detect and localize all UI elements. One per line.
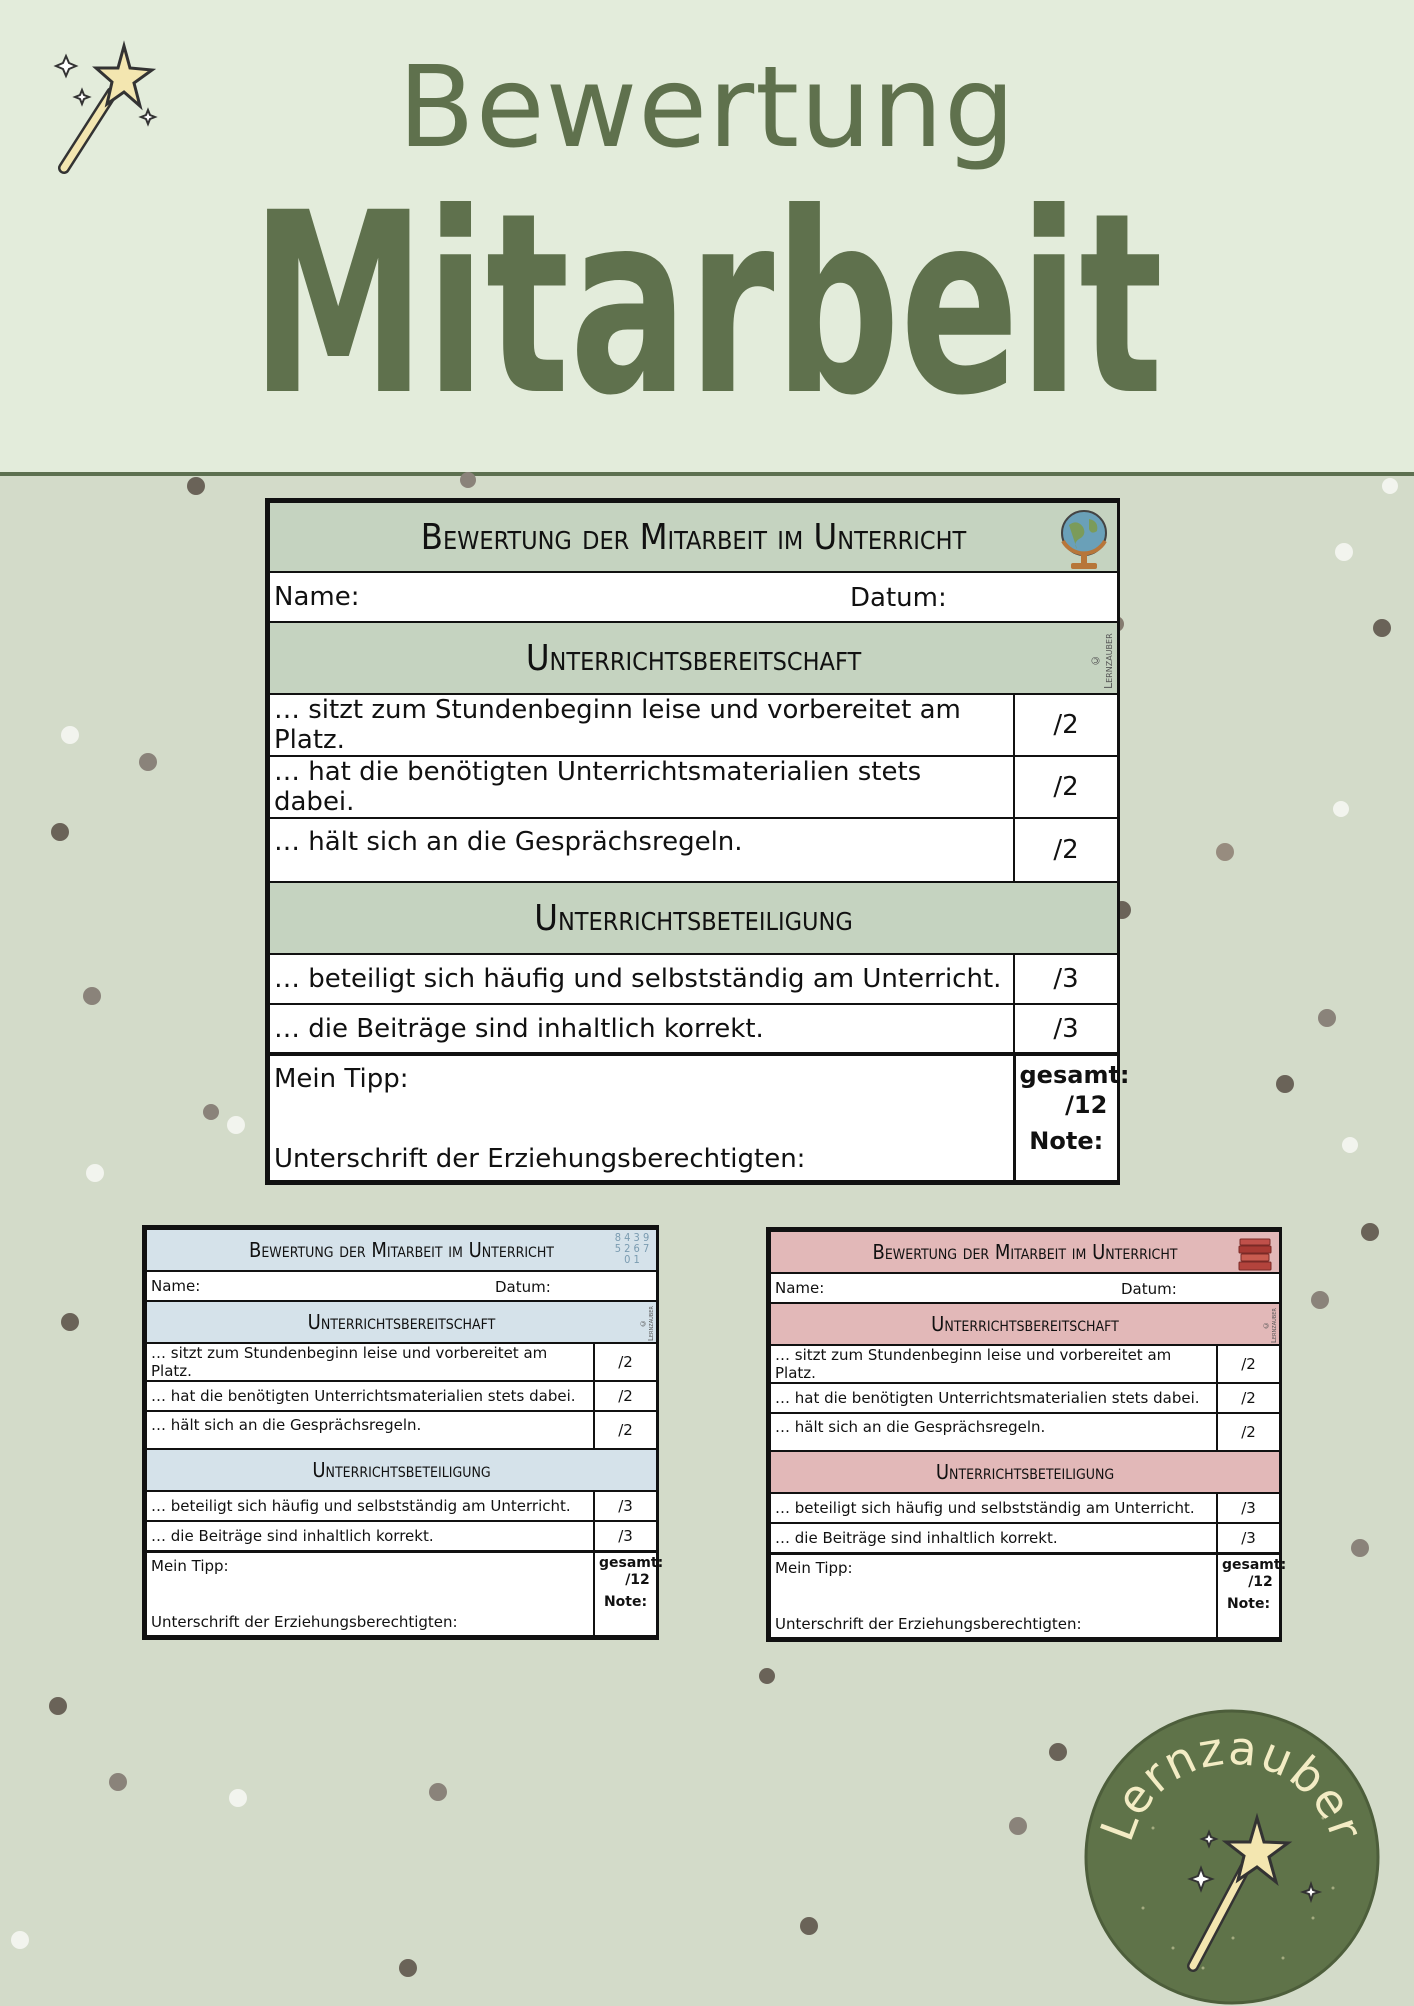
- page-header: [0, 0, 1414, 476]
- criterion-text: … hält sich an die Gesprächsregeln.: [146, 1411, 594, 1449]
- criterion-text: … beteiligt sich häufig und selbstständig am Unterricht.: [269, 954, 1014, 1004]
- criterion-points: /2: [594, 1343, 657, 1381]
- criterion-points: /2: [1014, 818, 1118, 882]
- section-header-bereitschaft: [146, 1301, 657, 1343]
- numbers-icon: 8 4 3 9 5 2 6 7 0 1: [614, 1231, 650, 1266]
- name-label: Name:: [274, 582, 360, 612]
- criterion-points: /3: [594, 1491, 657, 1521]
- criterion-points: /2: [594, 1381, 657, 1411]
- section-header-beteiligung: [146, 1449, 657, 1491]
- date-label: Datum:: [1121, 1280, 1177, 1298]
- card-title-row: [269, 502, 1118, 572]
- books-icon: [1237, 1235, 1273, 1273]
- name-date-row: [146, 1271, 657, 1301]
- criterion-text: … sitzt zum Stundenbeginn leise und vorbereitet am Platz.: [146, 1343, 594, 1381]
- criterion-text: … sitzt zum Stundenbeginn leise und vorbereitet am Platz.: [269, 694, 1014, 756]
- section-title: Unterrichtsbeteiligung: [312, 1458, 491, 1482]
- page-title-line1: Bewertung: [397, 43, 1017, 173]
- criterion-points: /3: [1014, 1004, 1118, 1054]
- signature-label: Unterschrift der Erziehungsberechtigten:: [775, 1615, 1082, 1633]
- total-points: /12: [625, 1572, 650, 1588]
- criterion-points: /3: [1217, 1523, 1280, 1553]
- date-label: Datum:: [495, 1278, 551, 1296]
- watermark: © Lernzauber: [1262, 1308, 1278, 1343]
- grade-label: Note:: [1029, 1127, 1104, 1155]
- tip-signature-cell: [770, 1553, 1217, 1638]
- card-title: Bewertung der Mitarbeit im Unterricht: [872, 1240, 1178, 1264]
- tip-signature-cell: [269, 1054, 1014, 1181]
- name-date-row: [770, 1273, 1280, 1303]
- magic-wand-icon: [52, 38, 164, 178]
- card-title: Bewertung der Mitarbeit im Unterricht: [249, 1238, 554, 1262]
- name-label: Name:: [151, 1277, 201, 1295]
- total-points: /12: [1248, 1574, 1273, 1590]
- evaluation-card-main: [265, 498, 1130, 1185]
- criterion-text: … die Beiträge sind inhaltlich korrekt.: [146, 1521, 594, 1551]
- section-header-beteiligung: [269, 882, 1118, 954]
- criterion-points: /2: [1014, 694, 1118, 756]
- signature-label: Unterschrift der Erziehungsberechtigten:: [274, 1144, 806, 1174]
- section-header-beteiligung: [770, 1451, 1280, 1493]
- section-header-bereitschaft: [770, 1303, 1280, 1345]
- name-date-row: [269, 572, 1118, 622]
- logo-text: Lernzauber: [1089, 1720, 1375, 1848]
- grade-label: Note:: [1226, 1595, 1271, 1612]
- criterion-points: /2: [1217, 1413, 1280, 1451]
- tip-label: Mein Tipp:: [274, 1064, 409, 1094]
- criterion-points: /2: [1217, 1345, 1280, 1383]
- criterion-points: /2: [1014, 756, 1118, 818]
- criterion-text: … hat die benötigten Unterrichtsmaterialien stets dabei.: [146, 1381, 594, 1411]
- criterion-text: … hält sich an die Gesprächsregeln.: [770, 1413, 1217, 1451]
- date-label: Datum:: [850, 583, 947, 613]
- total-label: gesamt:: [1019, 1061, 1130, 1089]
- evaluation-card-blue: [142, 1225, 664, 1640]
- total-cell: [1014, 1054, 1130, 1181]
- criterion-points: /3: [1014, 954, 1118, 1004]
- tip-label: Mein Tipp:: [775, 1558, 853, 1577]
- total-points: /12: [1065, 1091, 1108, 1119]
- watermark: © Lernzauber: [639, 1306, 655, 1341]
- signature-label: Unterschrift der Erziehungsberechtigten:: [151, 1613, 458, 1631]
- tip-label: Mein Tipp:: [151, 1556, 229, 1575]
- criterion-text: … sitzt zum Stundenbeginn leise und vorbereitet am Platz.: [770, 1345, 1217, 1383]
- criterion-points: /3: [594, 1521, 657, 1551]
- lernzauber-logo: [1083, 1708, 1381, 2006]
- section-title: Unterrichtsbereitschaft: [307, 1310, 496, 1334]
- criterion-points: /2: [1217, 1383, 1280, 1413]
- card-title: Bewertung der Mitarbeit im Unterricht: [420, 516, 967, 558]
- criterion-text: … die Beiträge sind inhaltlich korrekt.: [269, 1004, 1014, 1054]
- total-label: gesamt:: [599, 1554, 664, 1571]
- criterion-text: … hält sich an die Gesprächsregeln.: [269, 818, 1014, 882]
- section-title: Unterrichtsbeteiligung: [534, 897, 853, 939]
- criterion-points: /2: [594, 1411, 657, 1449]
- section-title: Unterrichtsbeteiligung: [935, 1460, 1115, 1484]
- section-title: Unterrichtsbereitschaft: [525, 637, 862, 679]
- card-title-row: [770, 1231, 1280, 1273]
- criterion-text: … die Beiträge sind inhaltlich korrekt.: [770, 1523, 1217, 1553]
- section-title: Unterrichtsbereitschaft: [931, 1312, 1119, 1336]
- criterion-points: /3: [1217, 1493, 1280, 1523]
- card-title-row: [146, 1229, 657, 1271]
- evaluation-card-red: [766, 1227, 1287, 1642]
- total-label: gesamt:: [1222, 1556, 1287, 1573]
- criterion-text: … hat die benötigten Unterrichtsmaterialien stets dabei.: [770, 1383, 1217, 1413]
- grade-label: Note:: [603, 1593, 648, 1610]
- criterion-text: … hat die benötigten Unterrichtsmaterialien stets dabei.: [269, 756, 1014, 818]
- name-label: Name:: [775, 1279, 825, 1297]
- page-title-line2: Mitarbeit: [250, 159, 1164, 450]
- criterion-text: … beteiligt sich häufig und selbstständig am Unterricht.: [770, 1493, 1217, 1523]
- tip-signature-cell: [146, 1551, 594, 1636]
- section-header-bereitschaft: [269, 622, 1118, 694]
- watermark: © Lernzauber: [1089, 633, 1115, 689]
- criterion-text: … beteiligt sich häufig und selbstständig am Unterricht.: [146, 1491, 594, 1521]
- total-cell: [1217, 1553, 1287, 1638]
- globe-icon: [1055, 505, 1113, 571]
- total-cell: [594, 1551, 664, 1636]
